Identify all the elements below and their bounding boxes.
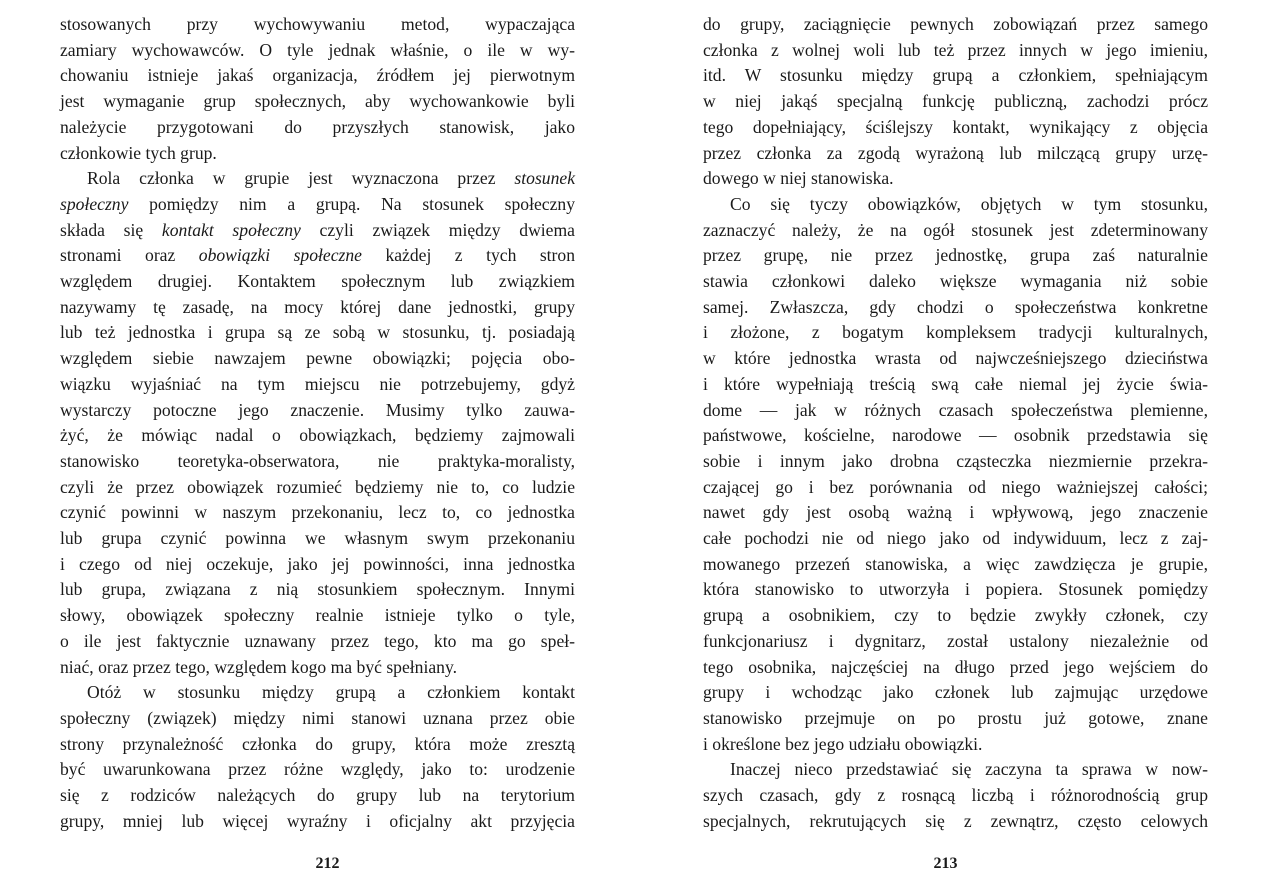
text-line: która stanowisko to utworzyła i popiera. Stosunek pomiędzy [703,579,1208,600]
right-page [703,0,1208,893]
text-line: grupą a osobnikiem, czy to będzie zwykły członek, czy [703,605,1208,626]
right-page-number: 213 [933,855,958,872]
text-line: względem drugiej. Kontaktem społecznym lub związkiem [60,271,575,292]
text-line: lub grupa czynić powinna we własnym swym przekonaniu [60,528,575,549]
text-line: wiązku wyjaśniać na tym miejscu nie potrzebujemy, gdyż [60,373,575,394]
left-page-number: 212 [315,855,340,872]
text-line: sobie i innym jako drobna cząsteczka niezmiernie przekra- [703,450,1208,471]
text-line: do grupy, zaciągnięcie pewnych zobowiązań przez samego [703,14,1208,34]
text-line: nazywamy tę zasadę, na mocy której dane jednostki, grupy [60,296,575,317]
text-line: Otóż w stosunku między grupą a członkiem kontakt [87,682,575,703]
text-line: strony przynależność członka do grupy, która może zresztą [60,733,575,754]
text-line: i określone bez jego udziału obowiązki. [703,733,983,754]
text-line: samej. Zwłaszcza, gdy chodzi o społeczeństwa konkretne [703,296,1208,317]
text-line: lub grupa, związana z nią stosunkiem społecznym. Innymi [60,579,575,600]
text-line: stanowisko przejmuje on po prostu już gotowe, znane [703,707,1208,728]
text-line: nawet gdy jest osobą ważną i wpływową, jego znaczenie [703,502,1208,523]
text-line: czynić powinni w naszym przekonaniu, lecz to, co jednostka [60,502,575,523]
text-line: całe pochodzi nie od niego jako od indywiduum, lecz z zaj- [703,528,1208,549]
text-line: niać, oraz przez tego, względem kogo ma być spełniany. [60,656,458,677]
text-line: o ile jest faktycznie uznawany przez tego, kto ma go speł- [60,630,575,651]
text-line: przez członka za zgodą wyrażoną lub milczącą grupy urzę- [703,142,1208,163]
text-line: jest wymaganie grup społecznych, aby wychowankowie byli [60,91,575,112]
text-line: chowaniu istnieje jakaś organizacja, źródłem jej pierwotnym [60,65,575,86]
text-line: stronami oraz obowiązki społeczne każdej z tych stron [60,245,576,266]
text-line: Rola członka w grupie jest wyznaczona przez stosunek [87,168,575,189]
text-line: i złożone, z bogatym kompleksem tradycji kulturalnych, [703,322,1208,343]
right-page-text [703,12,1208,835]
left-page [60,0,575,893]
text-line: tego dopełniający, ściślejszy kontakt, wynikający z objęcia [703,116,1208,137]
text-line: itd. W stosunku między grupą a członkiem, spełniającym [703,65,1208,86]
text-line: lub też jednostka i grupa są ze sobą w stosunku, tj. posiadają [60,322,575,343]
text-line: być uwarunkowana przez różne względy, jako to: urodzenie [60,759,575,780]
text-line: żyć, że mówiąc nadal o obowiązkach, będziemy zajmowali [60,425,575,446]
text-line: należycie przygotowani do przyszłych stanowisk, jako [60,116,575,137]
text-line: względem siebie nawzajem pewne obowiązki; pojęcia obo- [60,348,575,369]
text-line: państwowe, kościelne, narodowe — osobnik przedstawia się [703,425,1208,446]
text-line: w które jednostka wrasta od najwcześniejszego dzieciństwa [703,348,1208,369]
text-line: mowanego przezeń stanowiska, a więc zawdzięcza je grupie, [703,553,1208,574]
text-line: stosowanych przy wychowywaniu metod, wypaczająca [60,14,575,34]
text-line: czającej go i bez porównania od niego ważniejszej całości; [703,476,1208,497]
text-line: społeczny (związek) między nimi stanowi uznana przez obie [60,707,575,728]
text-line: grupy i wchodząc jako członek lub zajmując urzędowe [703,682,1208,703]
text-line: czyli że przez obowiązek rozumieć będziemy nie to, co ludzie [60,476,575,497]
text-line: i czego od niej oczekuje, jako jej powinności, inna jednostka [60,553,575,574]
text-line: funkcjonariusz i dygnitarz, został ustalony niezależnie od [703,630,1208,651]
text-line: grupy, mniej lub więcej wyraźny i oficjalny akt przyjęcia [60,810,575,831]
text-line: tego osobnika, najczęściej na długo przed jego wejściem do [703,656,1208,677]
text-line: zaznaczyć należy, że na ogół stosunek jest zdeterminowany [703,219,1208,240]
text-line: wystarczy potoczne jego znaczenie. Musimy tylko zauwa- [60,399,575,420]
left-page-text [60,12,575,835]
text-line: słowy, obowiązek społeczny realnie istnieje tylko o tyle, [60,605,575,626]
text-line: dowego w niej stanowiska. [703,168,894,189]
text-line: specjalnych, rekrutujących się z zewnątrz, często celowych [703,810,1208,831]
text-line: składa się kontakt społeczny czyli związek między dwiema [60,219,575,240]
text-line: w niej jakąś specjalną funkcję publiczną, zachodzi prócz [703,91,1208,112]
text-line: członka z wolnej woli lub też przez innych w jego imieniu, [703,39,1208,60]
text-line: Inaczej nieco przedstawiać się zaczyna ta sprawa w now- [730,759,1208,780]
text-line: członkowie tych grup. [60,142,217,163]
text-line: i które wypełniają treścią swą całe niemal jej życie świa- [703,373,1208,394]
text-line: dome — jak w różnych czasach społeczeństwa plemienne, [703,399,1208,420]
text-line: społeczny pomiędzy nim a grupą. Na stosunek społeczny [60,193,575,214]
text-line: zamiary wychowawców. O tyle jednak właśnie, o ile w wy- [60,39,575,60]
text-line: Co się tyczy obowiązków, objętych w tym stosunku, [730,193,1208,214]
text-line: stanowisko teoretyka-obserwatora, nie praktyka-moralisty, [60,450,575,471]
text-line: szych czasach, gdy z rosnącą liczbą i różnorodnością grup [703,785,1208,806]
text-line: stawia członkowi daleko większe wymagania niż sobie [703,271,1208,292]
text-line: przez grupę, nie przez jednostkę, grupa zaś naturalnie [703,245,1208,266]
text-line: się z rodziców należących do grupy lub na terytorium [60,785,575,806]
